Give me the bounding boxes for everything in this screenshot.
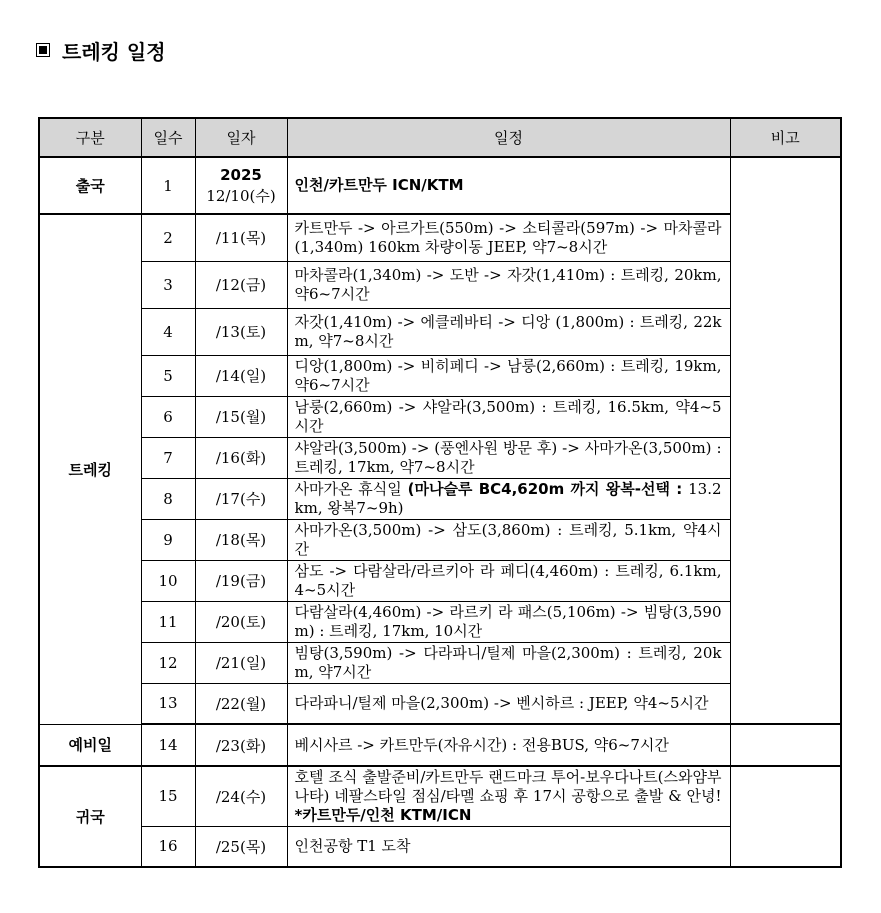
note-cell [730,766,841,867]
table-row [39,261,841,308]
header-category: 구분 [39,118,141,157]
schedule-text: 인천/카트만두 ICN/KTM [294,176,464,194]
date-cell: /25(목) [195,826,287,867]
day-number-cell: 6 [141,396,195,437]
date-month-day: 12/10(수) [206,186,276,205]
date-cell: /15(월) [195,396,287,437]
date-cell: /22(월) [195,683,287,724]
day-number-cell: 16 [141,826,195,867]
day-number-cell: 2 [141,214,195,261]
schedule-cell: 인천공항 T1 도착 [287,826,730,867]
table-row [39,724,841,766]
table-row [39,601,841,642]
day-number-cell: 15 [141,766,195,826]
schedule-cell: 디앙(1,800m) -> 비히페디 -> 남룽(2,660m) : 트레킹, 19km, 약6~7시간 [287,355,730,396]
schedule-text: 사마가온 휴식일 [294,479,408,498]
category-cell: 트레킹 [39,214,141,724]
page-title: 트레킹 일정 [62,39,166,64]
note-cell [730,724,841,766]
schedule-cell: 자갓(1,410m) -> 에클레바티 -> 디앙 (1,800m) : 트레킹, 22km, 약7~8시간 [287,308,730,355]
date-cell: /21(일) [195,642,287,683]
date-cell: /13(토) [195,308,287,355]
schedule-text: 13.2km, 왕복7~9h) [294,479,722,517]
category-cell: 예비일 [39,724,141,766]
table-row [39,560,841,601]
date-cell: /24(수) [195,766,287,826]
schedule-cell: 빔탕(3,590m) -> 다라파니/틸제 마을(2,300m) : 트레킹, 20km, 약7시간 [287,642,730,683]
date-cell: /19(금) [195,560,287,601]
schedule-cell: 샤알라(3,500m) -> (풍엔사원 방문 후) -> 사마가온(3,500m) : 트레킹, 17km, 약7~8시간 [287,437,730,478]
table-row [39,355,841,396]
date-cell: /12(금) [195,261,287,308]
date-cell [195,157,287,214]
day-number-cell: 11 [141,601,195,642]
schedule-cell: 다람살라(4,460m) -> 라르키 라 패스(5,106m) -> 빔탕(3,590m) : 트레킹, 17km, 10시간 [287,601,730,642]
table-row [39,478,841,519]
day-number-cell: 1 [141,157,195,214]
note-cell [730,157,841,724]
schedule-cell: 사마가온(3,500m) -> 삼도(3,860m) : 트레킹, 5.1km, 약4시간 [287,519,730,560]
schedule-cell: 카트만두 -> 아르가트(550m) -> 소티콜라(597m) -> 마차콜라(1,340m) 160km 차량이동 JEEP, 약7~8시간 [287,214,730,261]
table-row [39,766,841,826]
date-cell: /20(토) [195,601,287,642]
schedule-cell [287,766,741,826]
table-row [39,157,841,214]
day-number-cell: 14 [141,724,195,766]
day-number-cell: 3 [141,261,195,308]
table-row [39,642,841,683]
date-cell: /18(목) [195,519,287,560]
table-row [39,308,841,355]
table-row [39,683,841,724]
schedule-cell: 삼도 -> 다람살라/라르키아 라 페디(4,460m) : 트레킹, 6.1km, 4~5시간 [287,560,730,601]
schedule-cell: 마차콜라(1,340m) -> 도반 -> 자갓(1,410m) : 트레킹, 20km, 약6~7시간 [287,261,730,308]
schedule-table [38,117,842,868]
schedule-cell [287,478,730,519]
schedule-cell: 남룽(2,660m) -> 샤알라(3,500m) : 트레킹, 16.5km, 약4~5시간 [287,396,730,437]
date-cell: /16(화) [195,437,287,478]
header-day-no: 일수 [141,118,195,157]
day-number-cell: 8 [141,478,195,519]
schedule-text-bold: *카트만두/인천 KTM/ICN [294,805,472,824]
day-number-cell: 9 [141,519,195,560]
table-row [39,519,841,560]
date-year: 2025 [220,165,262,184]
header-schedule: 일정 [287,118,730,157]
section-heading [36,36,166,64]
header-note: 비고 [730,118,841,157]
day-number-cell: 7 [141,437,195,478]
day-number-cell: 13 [141,683,195,724]
table-row [39,214,841,261]
date-cell: /14(일) [195,355,287,396]
table-row [39,396,841,437]
schedule-cell: 베시사르 -> 카트만두(자유시간) : 전용BUS, 약6~7시간 [287,724,730,766]
schedule-cell: 다라파니/틸제 마을(2,300m) -> 벤시하르 : JEEP, 약4~5시간 [287,683,730,724]
table-header-row [39,118,841,157]
day-number-cell: 12 [141,642,195,683]
square-bullet-icon [36,43,50,57]
day-number-cell: 10 [141,560,195,601]
date-cell: /23(화) [195,724,287,766]
date-cell: /17(수) [195,478,287,519]
day-number-cell: 4 [141,308,195,355]
category-cell: 귀국 [39,766,141,867]
schedule-text-bold: (마나슬루 BC4,620m 까지 왕복-선택 : [407,479,683,498]
table-row [39,826,841,867]
day-number-cell: 5 [141,355,195,396]
date-cell: /11(목) [195,214,287,261]
schedule-cell [287,157,730,214]
schedule-text: 호텔 조식 출발준비/카트만두 랜드마크 투어-보우다나트(스와얌부 나타) 네팔스타일 점심/타멜 쇼핑 후 17시 공항으로 출발 & 안녕! [294,767,741,805]
header-date: 일자 [195,118,287,157]
table-row [39,437,841,478]
category-cell: 출국 [39,157,141,214]
